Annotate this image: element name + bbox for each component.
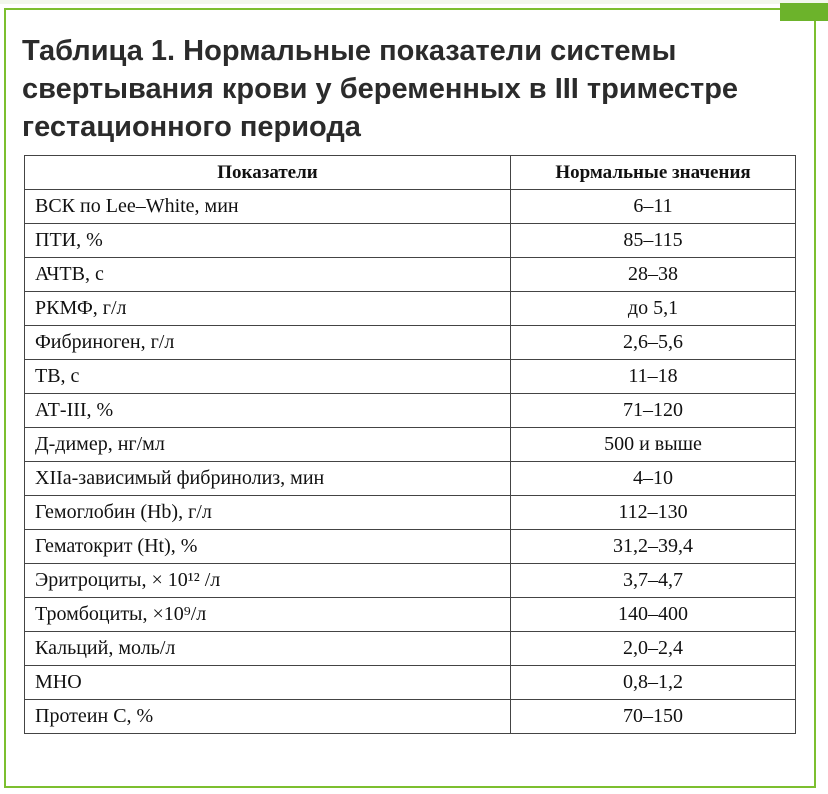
row-value: до 5,1 <box>511 292 796 326</box>
table-header-row <box>25 156 796 190</box>
row-param: Д-димер, нг/мл <box>25 428 511 462</box>
row-param: ТВ, с <box>25 360 511 394</box>
table-row <box>25 224 796 258</box>
norms-table <box>24 155 796 734</box>
table-row <box>25 428 796 462</box>
table-row <box>25 496 796 530</box>
table-row <box>25 666 796 700</box>
row-param: Гемоглобин (Hb), г/л <box>25 496 511 530</box>
row-param: ВСК по Lee–White, мин <box>25 190 511 224</box>
row-value: 71–120 <box>511 394 796 428</box>
row-value: 11–18 <box>511 360 796 394</box>
row-value: 70–150 <box>511 700 796 734</box>
row-value: 500 и выше <box>511 428 796 462</box>
row-param: Тромбоциты, ×10⁹/л <box>25 598 511 632</box>
row-param: Фибриноген, г/л <box>25 326 511 360</box>
row-value: 3,7–4,7 <box>511 564 796 598</box>
table-row <box>25 564 796 598</box>
table-row <box>25 326 796 360</box>
table-row <box>25 632 796 666</box>
table-title: Таблица 1. Нормальные показатели системы свертывания крови у беременных в III триместре гестационного периода <box>22 35 739 143</box>
table-row <box>25 292 796 326</box>
row-param: XIIа-зависимый фибринолиз, мин <box>25 462 511 496</box>
row-param: Кальций, моль/л <box>25 632 511 666</box>
table-row <box>25 530 796 564</box>
row-param: АЧТВ, с <box>25 258 511 292</box>
row-param: АТ-III, % <box>25 394 511 428</box>
table-row <box>25 462 796 496</box>
row-value: 31,2–39,4 <box>511 530 796 564</box>
row-value: 2,0–2,4 <box>511 632 796 666</box>
row-param: РКМФ, г/л <box>25 292 511 326</box>
row-value: 140–400 <box>511 598 796 632</box>
row-value: 112–130 <box>511 496 796 530</box>
row-value: 0,8–1,2 <box>511 666 796 700</box>
row-param: МНО <box>25 666 511 700</box>
row-value: 85–115 <box>511 224 796 258</box>
table-row <box>25 700 796 734</box>
table-row <box>25 258 796 292</box>
row-value: 6–11 <box>511 190 796 224</box>
row-param: ПТИ, % <box>25 224 511 258</box>
row-value: 4–10 <box>511 462 796 496</box>
row-value: 2,6–5,6 <box>511 326 796 360</box>
top-stripe <box>0 0 828 4</box>
column-header-param: Показатели <box>25 156 511 190</box>
row-value: 28–38 <box>511 258 796 292</box>
row-param: Гематокрит (Ht), % <box>25 530 511 564</box>
table-row <box>25 394 796 428</box>
column-header-value: Нормальные значения <box>511 156 796 190</box>
table-row <box>25 190 796 224</box>
row-param: Эритроциты, × 10¹² /л <box>25 564 511 598</box>
table-row <box>25 598 796 632</box>
row-param: Протеин С, % <box>25 700 511 734</box>
table-row <box>25 360 796 394</box>
accent-tab <box>780 3 828 21</box>
